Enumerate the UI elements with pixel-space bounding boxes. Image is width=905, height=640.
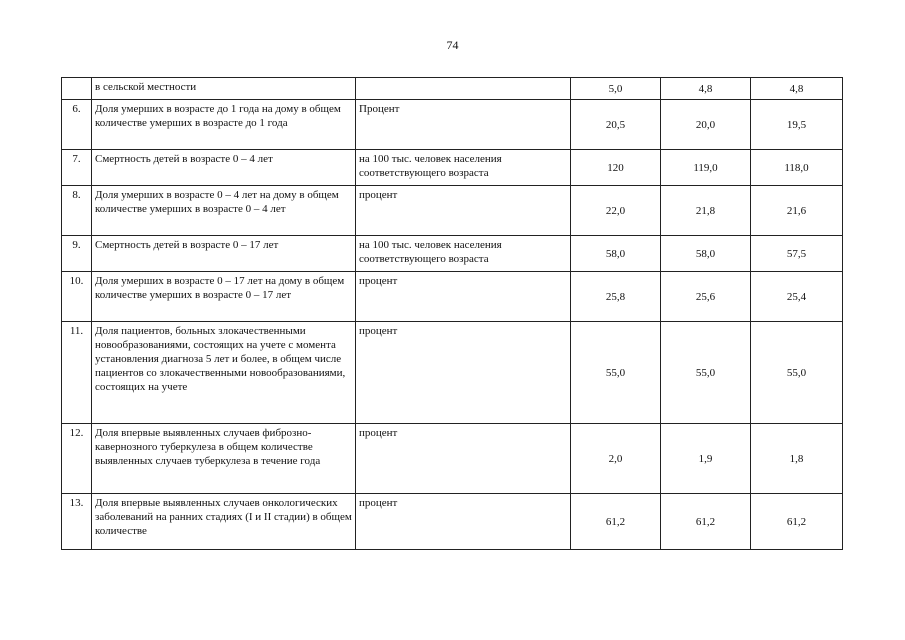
unit-of-measure: процент: [356, 186, 571, 236]
value-col-1: 61,2: [571, 494, 661, 550]
unit-of-measure: процент: [356, 322, 571, 424]
indicator-name: Доля умерших в возрасте 0 – 4 лет на дому в общем количестве умерших в возрасте 0 – 4 лет: [92, 186, 356, 236]
indicator-name: Смертность детей в возрасте 0 – 17 лет: [92, 236, 356, 272]
value-col-2: 25,6: [661, 272, 751, 322]
unit-of-measure: процент: [356, 494, 571, 550]
unit-of-measure: на 100 тыс. человек населения соответствующего возраста: [356, 236, 571, 272]
unit-of-measure: на 100 тыс. человек населения соответствующего возраста: [356, 150, 571, 186]
value-col-1: 55,0: [571, 322, 661, 424]
unit-of-measure: процент: [356, 272, 571, 322]
unit-of-measure: [356, 78, 571, 100]
value-col-2: 58,0: [661, 236, 751, 272]
value-col-3: 118,0: [751, 150, 843, 186]
value-col-2: 20,0: [661, 100, 751, 150]
row-number: 10.: [62, 272, 92, 322]
page-number: 74: [446, 38, 459, 52]
row-number: 13.: [62, 494, 92, 550]
table-row: [62, 150, 843, 186]
unit-of-measure: Процент: [356, 100, 571, 150]
value-col-3: 57,5: [751, 236, 843, 272]
value-col-3: 21,6: [751, 186, 843, 236]
value-col-2: 119,0: [661, 150, 751, 186]
indicator-name: Доля впервые выявленных случаев онкологических заболеваний на ранних стадиях (I и II стадии) в общем количестве: [92, 494, 356, 550]
value-col-1: 22,0: [571, 186, 661, 236]
table-row: [62, 424, 843, 494]
row-number: 11.: [62, 322, 92, 424]
value-col-3: 61,2: [751, 494, 843, 550]
value-col-3: 25,4: [751, 272, 843, 322]
row-number: 8.: [62, 186, 92, 236]
value-col-1: 2,0: [571, 424, 661, 494]
row-number: 7.: [62, 150, 92, 186]
table-row: [62, 78, 843, 100]
row-number: 9.: [62, 236, 92, 272]
value-col-2: 61,2: [661, 494, 751, 550]
indicator-name: Доля впервые выявленных случаев фиброзно-кавернозного туберкулеза в общем количестве выявленных случаев туберкулеза в течение года: [92, 424, 356, 494]
table-row: [62, 236, 843, 272]
unit-of-measure: процент: [356, 424, 571, 494]
value-col-1: 5,0: [571, 78, 661, 100]
value-col-2: 21,8: [661, 186, 751, 236]
table-row: [62, 100, 843, 150]
row-number: 12.: [62, 424, 92, 494]
indicator-name: в сельской местности: [92, 78, 356, 100]
value-col-1: 25,8: [571, 272, 661, 322]
value-col-3: 1,8: [751, 424, 843, 494]
row-number: 6.: [62, 100, 92, 150]
table-row: [62, 494, 843, 550]
indicator-name: Доля пациентов, больных злокачественными новообразованиями, состоящих на учете с момента установления диагноза 5 лет и более, в общем числе пациентов со злокачественными новообразованиями, состоящих на учете: [92, 322, 356, 424]
row-number: [62, 78, 92, 100]
indicator-name: Доля умерших в возрасте до 1 года на дому в общем количестве умерших в возрасте до 1 года: [92, 100, 356, 150]
value-col-1: 120: [571, 150, 661, 186]
table-row: [62, 272, 843, 322]
value-col-1: 20,5: [571, 100, 661, 150]
value-col-2: 4,8: [661, 78, 751, 100]
value-col-3: 55,0: [751, 322, 843, 424]
value-col-1: 58,0: [571, 236, 661, 272]
value-col-3: 4,8: [751, 78, 843, 100]
table-row: [62, 186, 843, 236]
value-col-2: 1,9: [661, 424, 751, 494]
value-col-3: 19,5: [751, 100, 843, 150]
table-row: [62, 322, 843, 424]
indicator-name: Смертность детей в возрасте 0 – 4 лет: [92, 150, 356, 186]
indicators-table: [61, 77, 843, 550]
value-col-2: 55,0: [661, 322, 751, 424]
indicator-name: Доля умерших в возрасте 0 – 17 лет на дому в общем количестве умерших в возрасте 0 – 17 лет: [92, 272, 356, 322]
